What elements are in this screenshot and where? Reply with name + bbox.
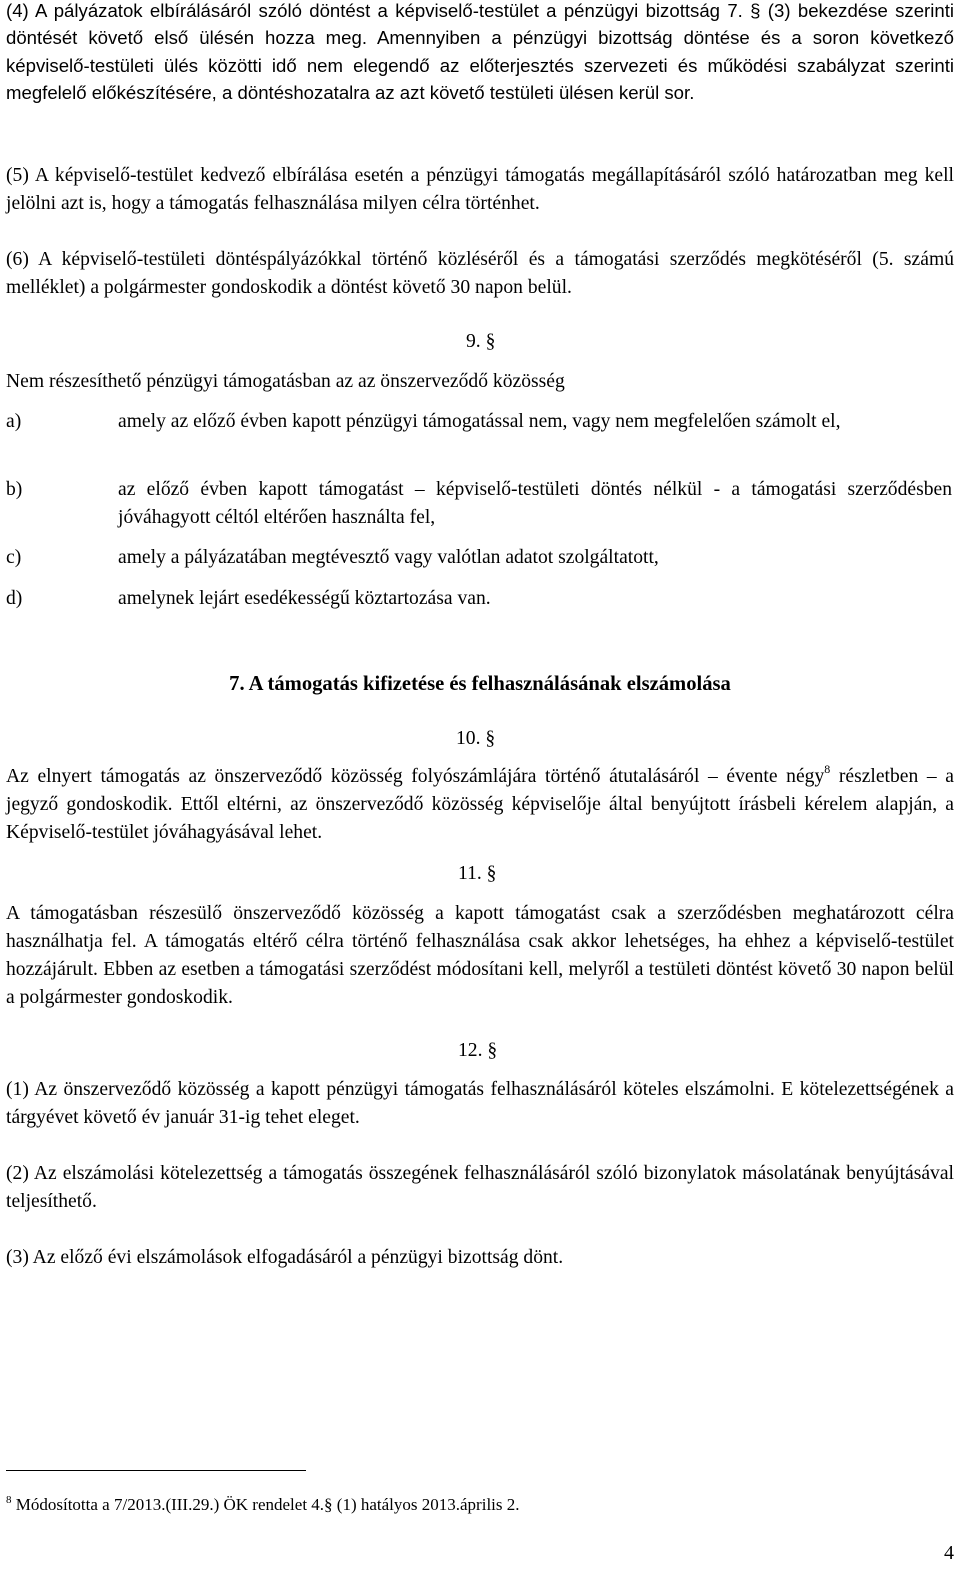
section-11-number: 11. § (458, 863, 497, 884)
section-10-number: 10. § (456, 728, 496, 749)
section-9-number: 9. § (466, 331, 496, 352)
list-item-b (6, 476, 954, 532)
chapter-heading: 7. A támogatás kifizetése és felhasználásának elszámolása (229, 673, 731, 695)
footnote-marker: 8 (6, 1494, 12, 1506)
section-12-paragraph-2: (2) Az elszámolási kötelezettség a támogatás összegének felhasználásáról szóló bizonylatok másolatának benyújtásával teljesíthető. (6, 1163, 954, 1212)
footnote (6, 1494, 520, 1516)
paragraph-6: (6) A képviselő-testületi döntéspályázókkal történő közléséről és a támogatási szerződés megkötéséről (5. számú melléklet) a polgármester gondoskodik a döntést követő 30 napon belül. (6, 249, 954, 298)
list-item-d (6, 585, 954, 613)
list-letter: a) (6, 411, 22, 432)
section-10-text (6, 763, 954, 847)
section-10-text-part2: részletben – a jegyző gondoskodik. Ettől eltérni, az önszerveződő közösség képviselője által benyújtott írásbeli kérelem alapján, a Képviselő-testület jóváhagyásával lehet. (6, 766, 955, 843)
section-12-number: 12. § (458, 1040, 498, 1061)
list-item-a (6, 408, 954, 464)
page-number: 4 (944, 1542, 954, 1564)
list-letter: b) (6, 479, 23, 500)
section-12-paragraph-1: (1) Az önszerveződő közösség a kapott pénzügyi támogatás felhasználásáról köteles elszámolni. E kötelezettségének a tárgyévet követő év január 31-ig tehet eleget. (6, 1079, 954, 1128)
section-10-text-part1: Az elnyert támogatás az önszerveződő közösség folyószámlájára történő átutalásáról – évente négy (6, 766, 825, 787)
paragraph-4: (4) A pályázatok elbírálásáról szóló döntést a képviselő-testület a pénzügyi bizottság 7. § (3) bekezdése szerinti döntését követő első ülésén hozza meg. Amennyiben a pénzügyi bizottság döntése és a soron következő képviselő-testületi ülés közötti idő nem elegendő az előterjesztés szervezeti és működési szabályzat szerinti megfelelő előkészítésére, a döntéshozatalra az azt követő testületi ülésen kerül sor. (6, 0, 954, 104)
list-letter: c) (6, 547, 22, 568)
section-12-paragraph-3: (3) Az előző évi elszámolások elfogadásáról a pénzügyi bizottság dönt. (6, 1247, 564, 1268)
list-text: amelynek lejárt esedékességű köztartozása van. (118, 588, 491, 609)
section-11-text: A támogatásban részesülő önszerveződő közösség a kapott támogatást csak a szerződésben meghatározott célra használhatja fel. A támogatás eltérő célra történő felhasználása csak akkor lehetséges, ha ehhez a képviselő-testület hozzájárult. Ebben az esetben a támogatási szerződést módosítani kell, melyről a testületi döntést követő 30 napon belül a polgármester gondoskodik. (6, 903, 954, 1008)
footnote-divider (6, 1470, 306, 1471)
section-9-intro: Nem részesíthető pénzügyi támogatásban az az önszerveződő közösség (6, 371, 565, 392)
list-text: amely az előző évben kapott pénzügyi támogatással nem, vagy nem megfelelően számolt el, (118, 411, 841, 432)
paragraph-5: (5) A képviselő-testület kedvező elbírálása esetén a pénzügyi támogatás megállapításáról szóló határozatban meg kell jelölni azt is, hogy a támogatás felhasználása milyen célra történhet. (6, 165, 954, 214)
list-letter: d) (6, 588, 23, 609)
footnote-reference[interactable]: 8 (824, 762, 831, 776)
list-text: az előző évben kapott támogatást – képviselő-testületi döntés nélkül - a támogatási szerződésben jóváhagyott céltól eltérően használta fel, (118, 479, 952, 528)
list-text: amely a pályázatában megtévesztő vagy valótlan adatot szolgáltatott, (118, 547, 659, 568)
footnote-text: Módosította a 7/2013.(III.29.) ÖK rendelet 4.§ (1) hatályos 2013.április 2. (11, 1495, 520, 1514)
list-item-c (6, 544, 954, 572)
